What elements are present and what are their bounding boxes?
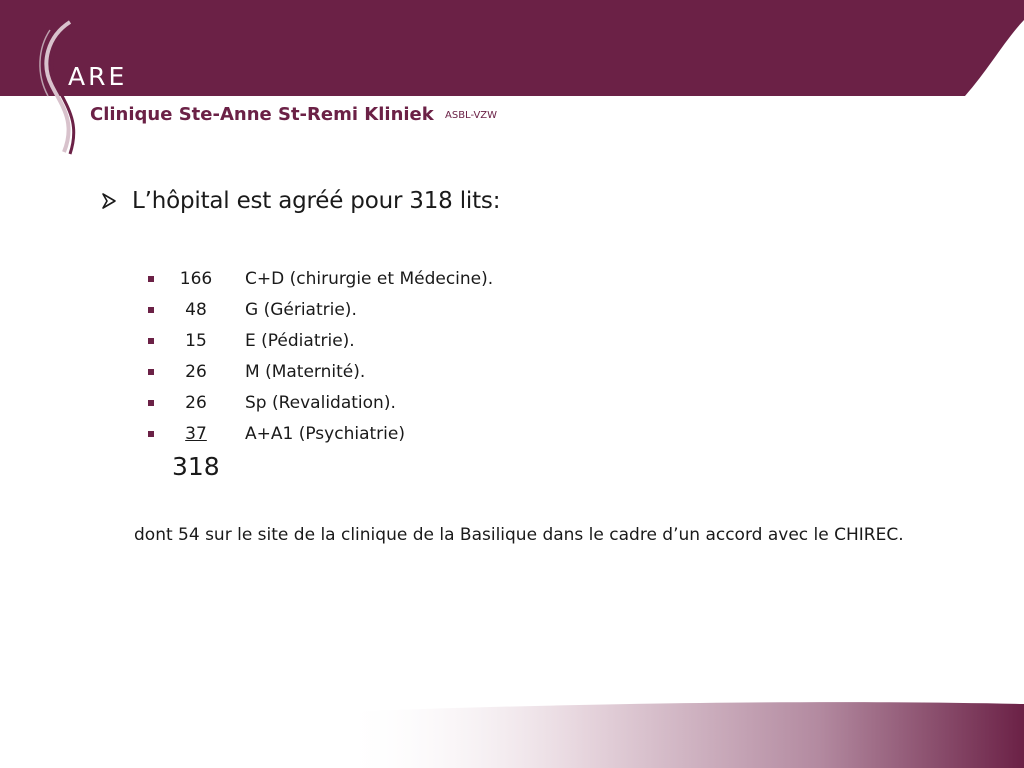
- legal-suffix: ASBL-VZW: [445, 110, 498, 121]
- bed-total: 318: [172, 452, 220, 481]
- square-bullet-icon: [148, 276, 154, 282]
- bed-count: 15: [185, 331, 207, 351]
- square-bullet-icon: [148, 431, 154, 437]
- bed-count: 166: [179, 269, 213, 289]
- bed-count: 48: [185, 300, 207, 320]
- logo-care-text: ARE: [68, 62, 128, 91]
- square-bullet-icon: [148, 400, 154, 406]
- headline-row: [100, 188, 500, 214]
- headline-text: L’hôpital est agréé pour 318 lits:: [132, 188, 501, 214]
- header-band: [0, 0, 1024, 100]
- bed-service: C+D (chirurgie et Médecine).: [245, 269, 494, 289]
- square-bullet-icon: [148, 307, 154, 313]
- bed-count: 37: [185, 424, 207, 444]
- square-bullet-icon: [148, 369, 154, 375]
- bed-count: 26: [185, 393, 207, 413]
- bed-service: A+A1 (Psychiatrie): [245, 424, 405, 444]
- clinic-name: Clinique Ste-Anne St-Remi Kliniek: [90, 104, 434, 125]
- bed-count: 26: [185, 362, 207, 382]
- bed-service: M (Maternité).: [245, 362, 366, 382]
- arrow-bullet-icon: [100, 192, 118, 210]
- bed-service: G (Gériatrie).: [245, 300, 357, 320]
- bed-service: Sp (Revalidation).: [245, 393, 396, 413]
- footer-band: [0, 700, 1024, 768]
- footnote-text: dont 54 sur le site de la clinique de la Basilique dans le cadre d’un accord avec le CHIREC.: [134, 525, 904, 545]
- bed-service: E (Pédiatrie).: [245, 331, 355, 351]
- square-bullet-icon: [148, 338, 154, 344]
